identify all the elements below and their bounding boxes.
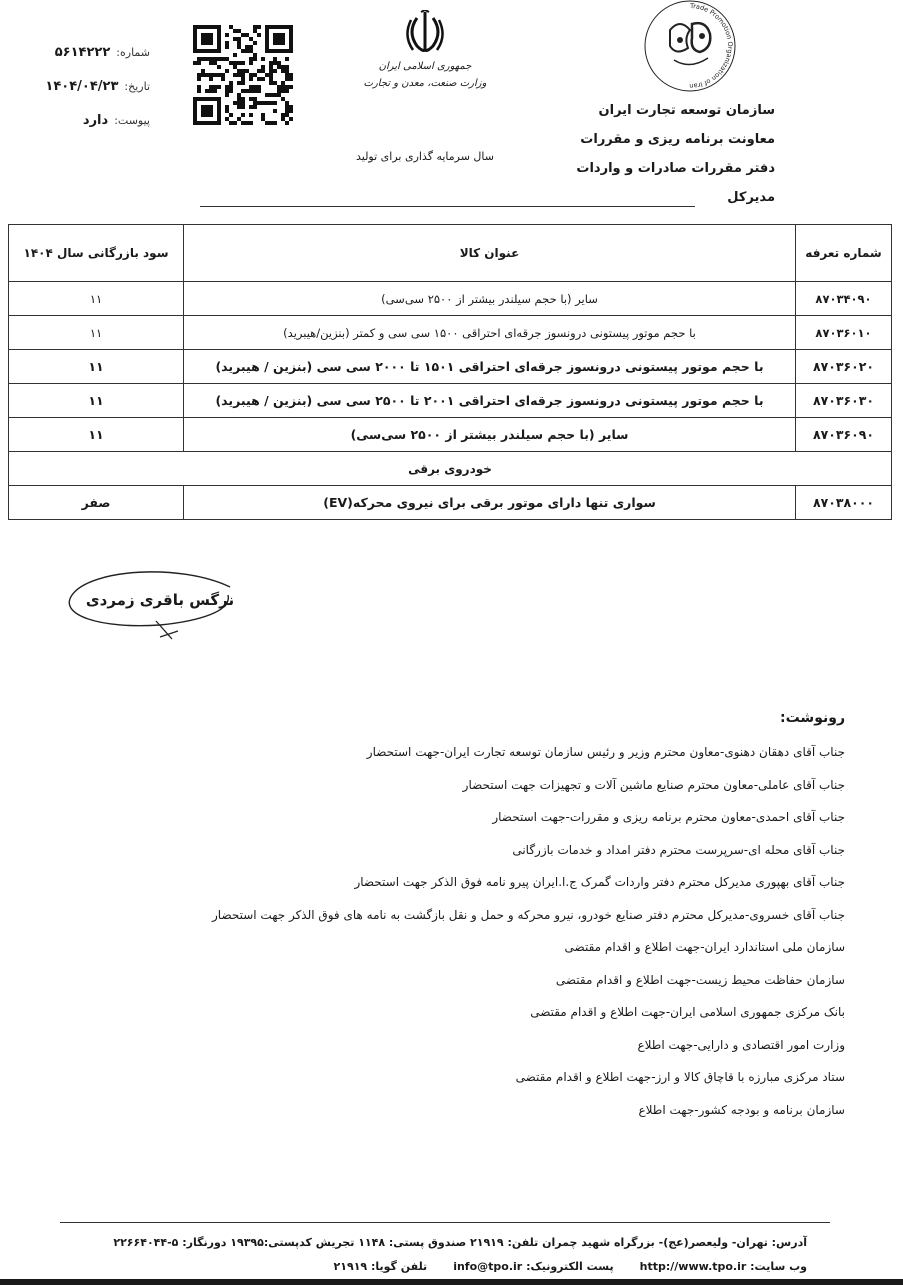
table-row — [9, 486, 892, 520]
email-label: پست الکترونیک: — [526, 1260, 614, 1273]
organization-block — [535, 96, 775, 212]
commercial-rate: ۱۱ — [9, 282, 184, 316]
commercial-rate: ۱۱ — [9, 316, 184, 350]
gov-line: جمهوری اسلامی ایران — [378, 61, 472, 72]
header-divider — [200, 206, 695, 207]
tariff-code: ۸۷۰۳۶۰۲۰ — [796, 350, 892, 384]
tariff-code: ۸۷۰۳۶۰۳۰ — [796, 384, 892, 418]
cc-item: جناب آقای عاملی-معاون محترم صنایع ماشین آلات و تجهیزات جهت استحضار — [462, 777, 845, 792]
gov-line: وزارت صنعت، معدن و تجارت — [363, 78, 487, 89]
header-title: عنوان کالا — [184, 225, 796, 282]
email-link[interactable]: info@tpo.ir — [453, 1260, 523, 1273]
website-link[interactable]: http://www.tpo.ir — [639, 1260, 747, 1273]
phone-group — [334, 1260, 428, 1273]
tariff-code: ۸۷۰۳۶۰۹۰ — [796, 418, 892, 452]
tariff-table — [8, 224, 892, 520]
number-row — [10, 36, 150, 70]
table-row — [9, 350, 892, 384]
letter-date: ۱۴۰۴/۰۴/۲۳ — [45, 79, 119, 94]
cc-item: بانک مرکزی جمهوری اسلامی ایران-جهت اطلاع و اقدام مقتضی — [530, 1005, 845, 1019]
cc-item: جناب آقای بهپوری مدیرکل محترم دفتر واردات گمرک ج.ا.ایران پیرو نامه فوق الذکر جهت استحضار — [354, 875, 845, 889]
cc-item: سازمان ملی استاندارد ایران-جهت اطلاع و اقدام مقتضی — [564, 940, 845, 954]
date-label: تاریخ: — [124, 80, 150, 93]
goods-title: سایر (با حجم سیلندر بیشتر از ۲۵۰۰ سی‌سی) — [184, 418, 796, 452]
table-row — [9, 282, 892, 316]
cc-item: سازمان برنامه و بودجه کشور-جهت اطلاع — [638, 1102, 845, 1117]
header-code: شماره تعرفه — [796, 225, 892, 282]
cc-item: وزارت امور اقتصادی و دارایی-جهت اطلاع — [637, 1037, 845, 1052]
number-label: شماره: — [116, 46, 150, 59]
table-row — [9, 418, 892, 452]
cc-title: رونوشت: — [780, 710, 845, 726]
attachment-label: پیوست: — [114, 114, 150, 127]
website-group — [640, 1260, 807, 1273]
org-line: سازمان توسعه تجارت ایران — [598, 103, 775, 118]
letter-number: ۵۶۱۴۲۲۲ — [54, 45, 111, 60]
cc-item: سازمان حفاظت محیط زیست-جهت اطلاع و اقدام مقتضی — [555, 972, 845, 987]
phone-label: تلفن گویا: — [370, 1260, 428, 1273]
year-slogan: سال سرمایه گذاری برای تولید — [355, 150, 494, 163]
signer-name: نرگس باقری زمردی — [85, 591, 235, 609]
email-group — [453, 1260, 613, 1273]
table-row — [9, 316, 892, 350]
attachment-row — [10, 104, 150, 138]
section-title: خودروی برقی — [9, 452, 892, 486]
commercial-rate: ۱۱ — [9, 384, 184, 418]
footer-divider — [60, 1222, 830, 1223]
cc-item: جناب آقای خسروی-مدیرکل محترم دفتر صنایع خودرو، نیرو محرکه و حمل و نقل بازگشت به نامه های فوق الذکر جهت استحضار — [212, 907, 845, 922]
tariff-code: ۸۷۰۳۸۰۰۰ — [796, 486, 892, 520]
table-header-row — [9, 225, 892, 282]
goods-title: با حجم موتور پیستونی درونسوز جرقه‌ای احتراقی ۱۵۰۱ تا ۲۰۰۰ سی سی (بنزین / هیبرید) — [184, 350, 796, 384]
commercial-rate: ۱۱ — [9, 418, 184, 452]
tpo-logo — [630, 0, 750, 92]
date-row — [10, 70, 150, 104]
attachment-value: دارد — [82, 113, 109, 128]
qr-code — [193, 25, 293, 125]
commercial-rate: صفر — [9, 486, 184, 520]
footer-contacts — [334, 1260, 807, 1273]
tariff-code: ۸۷۰۳۶۰۱۰ — [796, 316, 892, 350]
cc-item: جناب آقای احمدی-معاون محترم برنامه ریزی و مقررات-جهت استحضار — [492, 810, 845, 824]
goods-title: سواری تنها دارای موتور برقی برای نیروی محرکه(EV) — [184, 486, 796, 520]
goods-title: سایر (با حجم سیلندر بیشتر از ۲۵۰۰ سی‌سی) — [184, 282, 796, 316]
bottom-edge-bar — [0, 1279, 903, 1285]
header-rate: سود بازرگانی سال ۱۴۰۴ — [9, 225, 184, 282]
org-line: مدیرکل — [727, 190, 775, 205]
section-row — [9, 452, 892, 486]
goods-title: با حجم موتور پیستونی درونسوز جرقه‌ای احتراقی ۲۰۰۱ تا ۲۵۰۰ سی سی (بنزین / هیبرید) — [184, 384, 796, 418]
phone-number: ۲۱۹۱۹ — [333, 1260, 368, 1273]
cc-item: جناب آقای دهقان دهنوی-معاون محترم وزیر و رئیس سازمان توسعه تجارت ایران-جهت استحضار — [366, 745, 845, 759]
website-label: وب سایت: — [750, 1260, 807, 1273]
letter-meta — [10, 36, 150, 138]
footer-address: آدرس: تهران- ولیعصر(عج)- بزرگراه شهید چمران تلفن: ۲۱۹۱۹ صندوق پستی: ۱۱۴۸ تجریش کدپستی:۱۹۳۹۵ دورنگار: ۵-۲۲۶۶۴۰۴۴ — [113, 1236, 807, 1249]
cc-item: جناب آقای محله ای-سرپرست محترم دفتر امداد و خدمات بازرگانی — [512, 842, 845, 857]
table-row — [9, 384, 892, 418]
iran-emblem-icon — [405, 10, 445, 56]
org-line: دفتر مقررات صادرات و واردات — [576, 161, 775, 176]
tariff-code: ۸۷۰۳۴۰۹۰ — [796, 282, 892, 316]
org-line: معاونت برنامه ریزی و مقررات — [580, 132, 775, 147]
government-block — [350, 58, 500, 92]
cc-item: ستاد مرکزی مبارزه با قاچاق کالا و ارز-جهت اطلاع و اقدام مقتضی — [515, 1070, 845, 1084]
svg-text:Trade Promotion Organization o: Trade Promotion Organization of Iran — [689, 1, 735, 91]
cc-list — [5, 736, 845, 1126]
goods-title: با حجم موتور پیستونی درونسوز جرقه‌ای احتراقی ۱۵۰۰ سی سی و کمتر (بنزین/هیبرید) — [184, 316, 796, 350]
commercial-rate: ۱۱ — [9, 350, 184, 384]
